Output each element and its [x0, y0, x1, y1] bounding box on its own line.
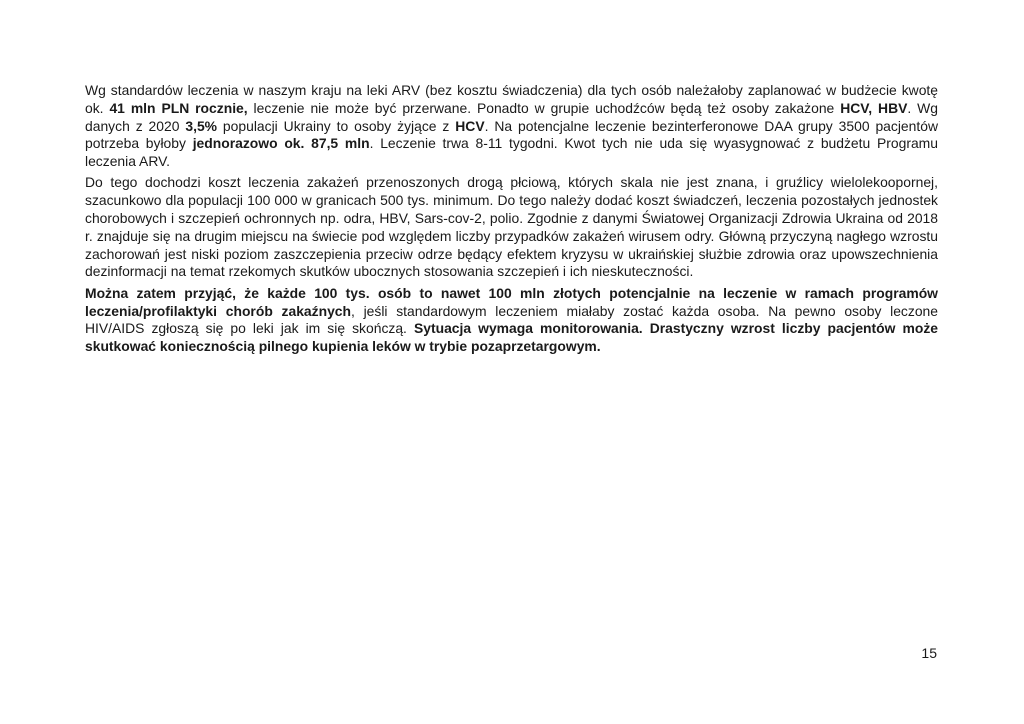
text-run-bold: 3,5%	[185, 117, 218, 134]
text-run: populacji Ukrainy to osoby żyjące z	[217, 117, 456, 134]
text-run: Wg standardów leczenia w naszym kraju na leki ARV (bez kosztu świadczenia) dla tych osób należałoby zaplanować w budżecie kwotę ok.	[85, 82, 938, 116]
text-run-bold: Sytuacja wymaga monitorowania. Drastyczny wzrost liczby pacjentów może skutkować koniecznością pilnego kupienia leków w trybie pozaprzetargowym.	[85, 320, 938, 355]
text-run-bold: Można zatem przyjąć, że każde 100 tys. osób to nawet 100 mln złotych potencjalnie na leczenie w ramach programów leczenia/profilaktyki chorób zakaźnych	[85, 284, 938, 319]
paragraph	[85, 174, 938, 281]
text-run: , jeśli standardowym leczeniem miałaby zostać każda osoba. Na pewno osoby leczone HIV/AIDS zgłoszą się po leki jak im się skończą.	[85, 302, 938, 337]
page-number: 15	[921, 645, 937, 661]
text-run: . Leczenie trwa 8-11 tygodni. Kwot tych nie uda się wyasygnować z budżetu Programu leczenia ARV.	[85, 135, 938, 170]
text-run: Do tego dochodzi koszt leczenia zakażeń przenoszonych drogą płciową, których skala nie jest znana, i gruźlicy wielolekoopornej, szacunkowo dla populacji 100 000 w granicach 500 tys. minimum. Do tego należy dodać koszt świadczeń, leczenia pozostałych jednostek chorobowych i szczepień ochronnych np. odra, HBV, Sars-cov-2, polio. Zgodnie z danymi Światowej Organizacji Zdrowia Ukraina od 2018 r. znajduje się na drugim miejscu na świecie pod względem liczby przypadków zakażeń wirusem odry. Główną przyczyną nagłego wzrostu zachorowań jest niski poziom zaszczepienia przeciw odrze będący efektem kryzysu w ukraińskiej służbie zdrowia oraz upowszechnienia dezinformacji na temat rzekomych skutków ubocznych stosowania szczepień i ich nieskuteczności.	[85, 174, 938, 280]
text-run-bold: 41 mln PLN rocznie,	[109, 99, 248, 116]
text-run-bold: HCV, HBV	[840, 99, 908, 116]
text-run-bold: HCV	[455, 117, 485, 134]
paragraph	[85, 285, 938, 356]
document-body	[85, 82, 938, 356]
text-run: . Na potencjalne leczenie bezinterferonowe DAA grupy 3500 pacjentów potrzeba byłoby	[85, 117, 938, 152]
text-run: leczenie nie może być przerwane. Ponadto w grupie uchodźców będą też osoby zakażone	[247, 99, 841, 116]
paragraph	[85, 82, 938, 171]
text-run: . Wg danych z 2020	[85, 99, 938, 134]
text-run-bold: jednorazowo ok. 87,5 mln	[192, 135, 370, 152]
